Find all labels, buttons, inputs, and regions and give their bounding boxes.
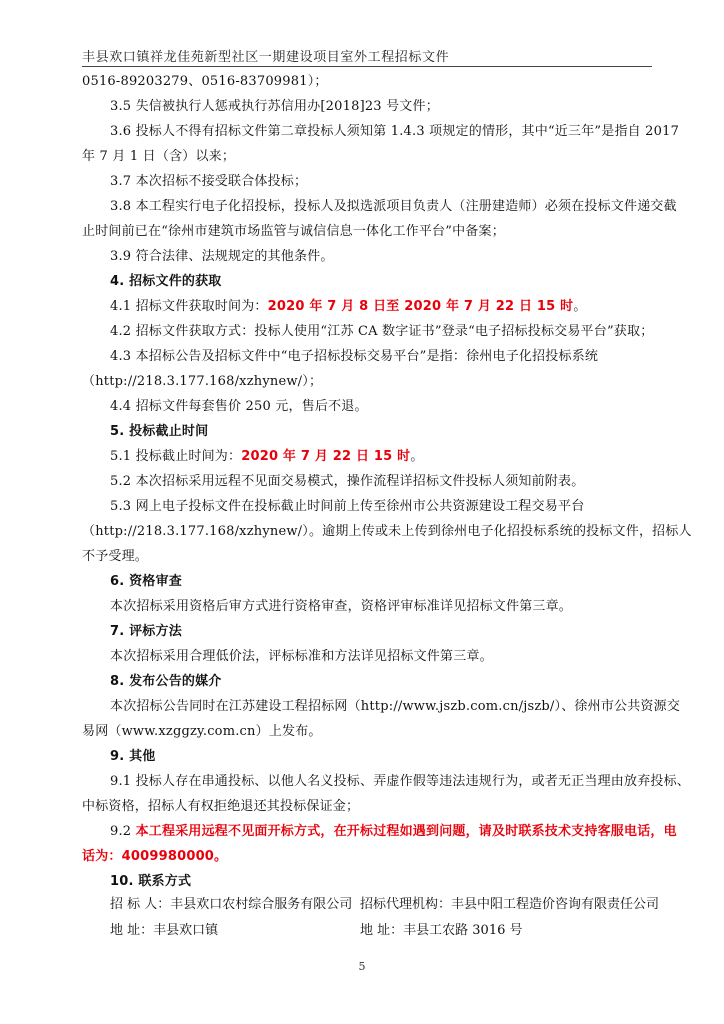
- text-line: （http://218.3.177.168/xzhynew/）。逾期上传或未上传到徐州电子化招投标系统的投标文件，招标人: [82, 524, 692, 539]
- page-number: 5: [358, 960, 366, 973]
- section-heading: 9. 其他: [110, 749, 156, 764]
- section-heading: 7. 评标方法: [110, 624, 182, 639]
- document-header: 丰县欢口镇祥龙佳苑新型社区一期建设项目室外工程招标文件: [82, 50, 450, 65]
- text-line: 4.4 招标文件每套售价 250 元，售后不退。: [110, 399, 368, 414]
- highlight-text: 本工程采用远程不见面开标方式，在开标过程如遇到问题，请及时联系技术支持客服电话，电: [135, 824, 677, 839]
- text-line: 本次招标公告同时在江苏建设工程招标网（http://www.jszb.com.cn/jszb/）、徐州市公共资源交: [110, 699, 681, 714]
- highlight-text: 2020 年 7 月 8 日至 2020 年 7 月 22 日 15 时: [267, 299, 574, 314]
- contact-label: 招标代理机构：: [360, 897, 452, 912]
- text-line: 易网（www.xzggzy.com.cn）上发布。: [82, 724, 322, 739]
- text-line: 本次招标采用合理低价法，评标标准和方法详见招标文件第三章。: [110, 649, 493, 664]
- contact-label: 地 址：: [110, 923, 154, 938]
- section-heading: 5. 投标截止时间: [110, 424, 209, 439]
- text-line: 3.6 投标人不得有招标文件第二章投标人须知第 1.4.3 项规定的情形，其中“近三年”是指自 2017: [110, 124, 680, 139]
- text-line: 0516-89203279、0516-83709981）；: [82, 74, 328, 89]
- text-line: 4.2 招标文件获取方式：投标人使用“江苏 CA 数字证书”登录“电子招标投标交易平台”获取；: [110, 324, 654, 339]
- text-line: 中标资格，招标人有权拒绝退还其投标保证金；: [82, 799, 360, 814]
- header-divider: [82, 66, 652, 67]
- highlight-text: 话为：4009980000。: [82, 849, 228, 864]
- contact-value: 丰县欢口镇: [153, 923, 219, 938]
- text-line: 年 7 月 1 日（含）以来；: [82, 149, 236, 164]
- section-heading: 4. 招标文件的获取: [110, 274, 222, 289]
- text-line: 9.2 本工程采用远程不见面开标方式，在开标过程如遇到问题，请及时联系技术支持客服电话，电: [110, 824, 677, 839]
- text-line: 4.3 本招标公告及招标文件中“电子招标投标交易平台”是指：徐州电子化招投标系统: [110, 349, 599, 364]
- text-line: 4.1 招标文件获取时间为：2020 年 7 月 8 日至 2020 年 7 月 22 日 15 时。: [110, 299, 587, 314]
- text-line: 3.7 本次招标不接受联合体投标；: [110, 174, 308, 189]
- text-line: 止时间前已在“徐州市建筑市场监管与诚信信息一体化工作平台”中备案；: [82, 224, 505, 239]
- text-line: （http://218.3.177.168/xzhynew/）；: [82, 374, 323, 389]
- text-line: [82, 849, 652, 865]
- contact-value: 丰县中阳工程造价咨询有限责任公司: [451, 897, 660, 912]
- section-heading: 10. 联系方式: [110, 874, 192, 889]
- text-line: 5.1 投标截止时间为：2020 年 7 月 22 日 15 时。: [110, 449, 424, 464]
- contact-agency: [360, 893, 659, 912]
- contact-address-right: [360, 919, 523, 938]
- contact-label: 招 标 人：: [110, 897, 171, 912]
- text-line: 5.3 网上电子投标文件在投标截止时间前上传至徐州市公共资源建设工程交易平台: [110, 499, 585, 514]
- text-line: 9.1 投标人存在串通投标、以他人名义投标、弄虚作假等违法违规行为，或者无正当理由放弃投标、: [110, 774, 691, 789]
- contact-label: 地 址：: [360, 923, 404, 938]
- text-line: 3.8 本工程实行电子化招投标，投标人及拟选派项目负责人（注册建造师）必须在投标文件递交截: [110, 199, 677, 214]
- contact-tenderer: [110, 893, 352, 912]
- highlight-text: 2020 年 7 月 22 日 15 时: [241, 449, 411, 464]
- contact-value: 丰县欢口农村综合服务有限公司: [170, 897, 353, 912]
- text-line: 3.9 符合法律、法规规定的其他条件。: [110, 249, 334, 264]
- contact-value: 丰县工农路 3016 号: [403, 923, 523, 938]
- text-line: 5.2 本次招标采用远程不见面交易模式，操作流程详招标文件投标人须知前附表。: [110, 474, 585, 489]
- text-line: 本次招标采用资格后审方式进行资格审查，资格评审标准详见招标文件第三章。: [110, 599, 573, 614]
- text-line: 3.5 失信被执行人惩戒执行苏信用办[2018]23 号文件；: [110, 99, 439, 114]
- text-line: 不予受理。: [82, 549, 149, 564]
- section-heading: 8. 发布公告的媒介: [110, 674, 222, 689]
- contact-address-left: [110, 919, 218, 938]
- section-heading: 6. 资格审查: [110, 574, 182, 589]
